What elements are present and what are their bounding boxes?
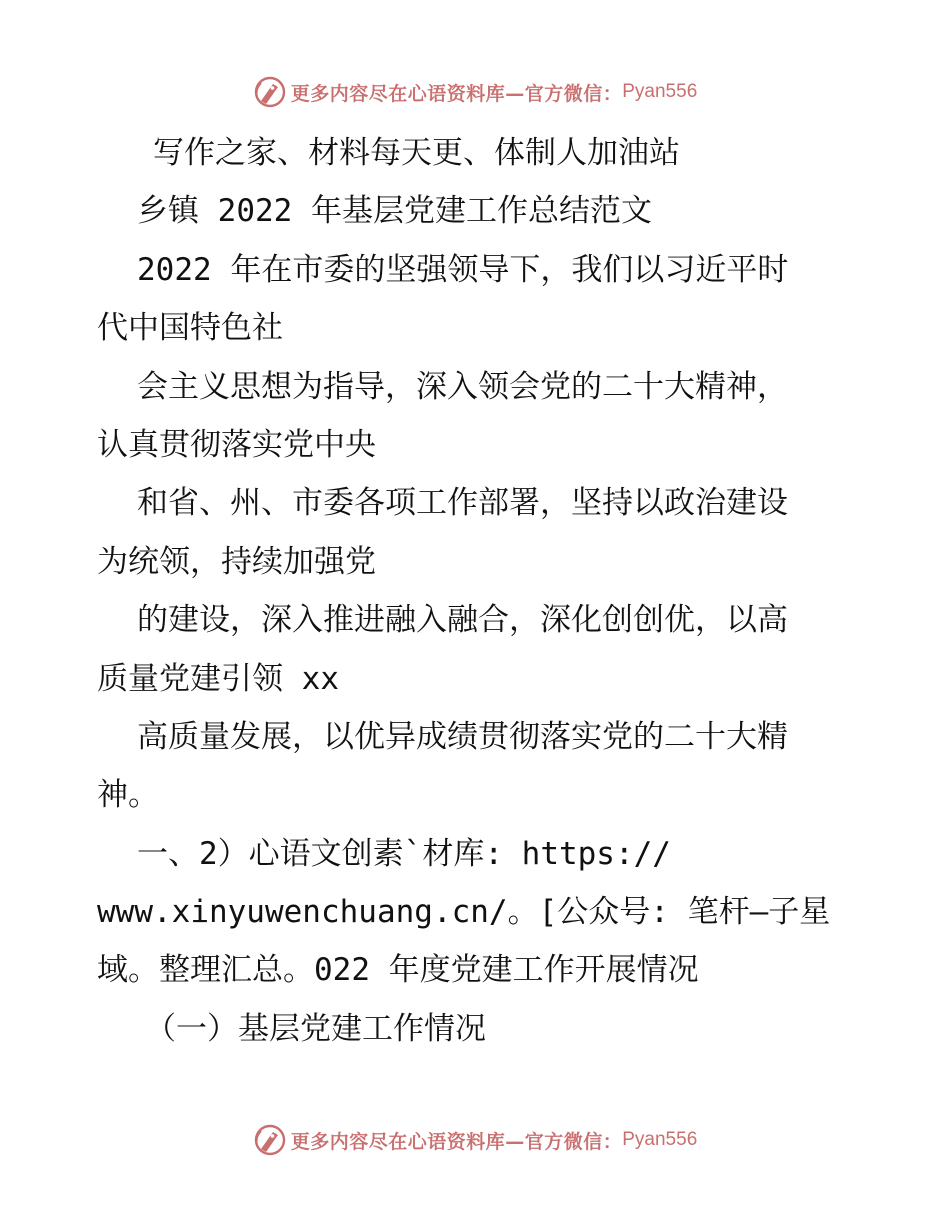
footer-banner-text: 更多内容尽在心语资料库—官方微信： bbox=[290, 1130, 623, 1153]
pen-nib-circle-icon bbox=[253, 75, 287, 109]
document-line-8: 为统领，持续加强党 bbox=[97, 543, 376, 580]
document-line-4: 代中国特色社 bbox=[97, 310, 283, 347]
document-line-10: 质量党建引领 xx bbox=[97, 660, 339, 697]
footer-banner-wechat: Pyan556 bbox=[622, 1129, 698, 1150]
document-line-2: 乡镇 2022 年基层党建工作总结范文 bbox=[137, 193, 652, 230]
document-body bbox=[97, 124, 857, 1058]
document-line-9: 的建设，深入推进融入融合，深化创创优，以高 bbox=[137, 602, 788, 639]
footer-banner bbox=[0, 1120, 950, 1160]
document-line-15: 域。整理汇总。022 年度党建工作开展情况 bbox=[97, 952, 699, 989]
header-banner bbox=[0, 72, 950, 112]
header-banner-text: 更多内容尽在心语资料库—官方微信： bbox=[290, 82, 623, 105]
document-line-14: www.xinyuwenchuang.cn/。[公众号: 笔杆—子星 bbox=[97, 894, 831, 931]
document-line-1: 写作之家、材料每天更、体制人加油站 bbox=[153, 135, 680, 171]
document-line-6: 认真贯彻落实党中央 bbox=[97, 426, 376, 463]
header-banner-wechat: Pyan556 bbox=[622, 81, 698, 102]
document-line-13: 一、2）心语文创素`材库: https:// bbox=[137, 835, 671, 872]
document-line-16: （一）基层党建工作情况 bbox=[145, 1010, 486, 1047]
document-line-3: 2022 年在市委的坚强领导下，我们以习近平时 bbox=[137, 251, 789, 288]
document-line-11: 高质量发展，以优异成绩贯彻落实党的二十大精 bbox=[137, 718, 788, 755]
document-line-5: 会主义思想为指导，深入领会党的二十大精神， bbox=[137, 368, 788, 405]
document-line-12: 神。 bbox=[97, 777, 159, 814]
pen-nib-circle-icon bbox=[253, 1123, 287, 1157]
document-line-7: 和省、州、市委各项工作部署，坚持以政治建设 bbox=[137, 485, 788, 522]
